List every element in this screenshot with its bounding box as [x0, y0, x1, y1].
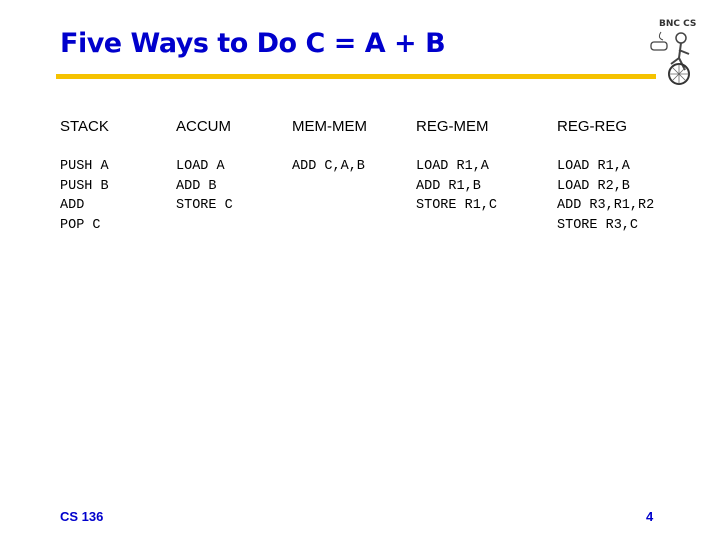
code-line: ADD — [60, 198, 85, 213]
code-lines-mem-mem — [292, 157, 367, 177]
code-line: ADD R1,B — [416, 178, 481, 194]
code-line: STORE C — [176, 198, 233, 213]
code-line: LOAD R2,B — [557, 178, 630, 194]
footer-course: CS 136 — [60, 509, 104, 524]
column-mem-mem — [292, 118, 367, 177]
page-number: 4 — [646, 509, 654, 524]
code-lines-accum — [176, 157, 233, 216]
code-line: STORE R3,C — [557, 217, 639, 233]
code-lines-stack — [60, 157, 109, 235]
column-accum — [176, 118, 233, 216]
column-header-accum: ACCUM — [176, 118, 231, 135]
code-line: POP C — [60, 217, 101, 233]
column-reg-mem — [416, 118, 497, 216]
code-line: ADD B — [176, 178, 217, 194]
column-header-mem-mem: MEM-MEM — [292, 118, 367, 135]
code-line: ADD R3,R1,R2 — [557, 198, 655, 213]
column-header-reg-mem: REG-MEM — [416, 118, 489, 135]
slide-title: Five Ways to Do C = A + B — [60, 28, 446, 59]
column-reg-reg — [557, 118, 654, 235]
logo-text: BNC CS — [659, 19, 697, 29]
code-line: LOAD R1,A — [416, 159, 489, 174]
title-underline — [56, 74, 656, 79]
code-line: PUSH B — [60, 178, 109, 194]
code-lines-reg-mem — [416, 157, 497, 216]
code-line: STORE R1,C — [416, 198, 498, 213]
column-header-stack: STACK — [60, 118, 109, 135]
code-lines-reg-reg — [557, 157, 654, 235]
code-line: LOAD A — [176, 159, 225, 174]
code-line: PUSH A — [60, 159, 109, 174]
code-line: ADD C,A,B — [292, 159, 365, 174]
column-header-reg-reg: REG-REG — [557, 118, 628, 135]
bicycle-rider-logo-icon — [645, 10, 705, 88]
column-stack — [60, 118, 109, 235]
code-line: LOAD R1,A — [557, 159, 630, 174]
